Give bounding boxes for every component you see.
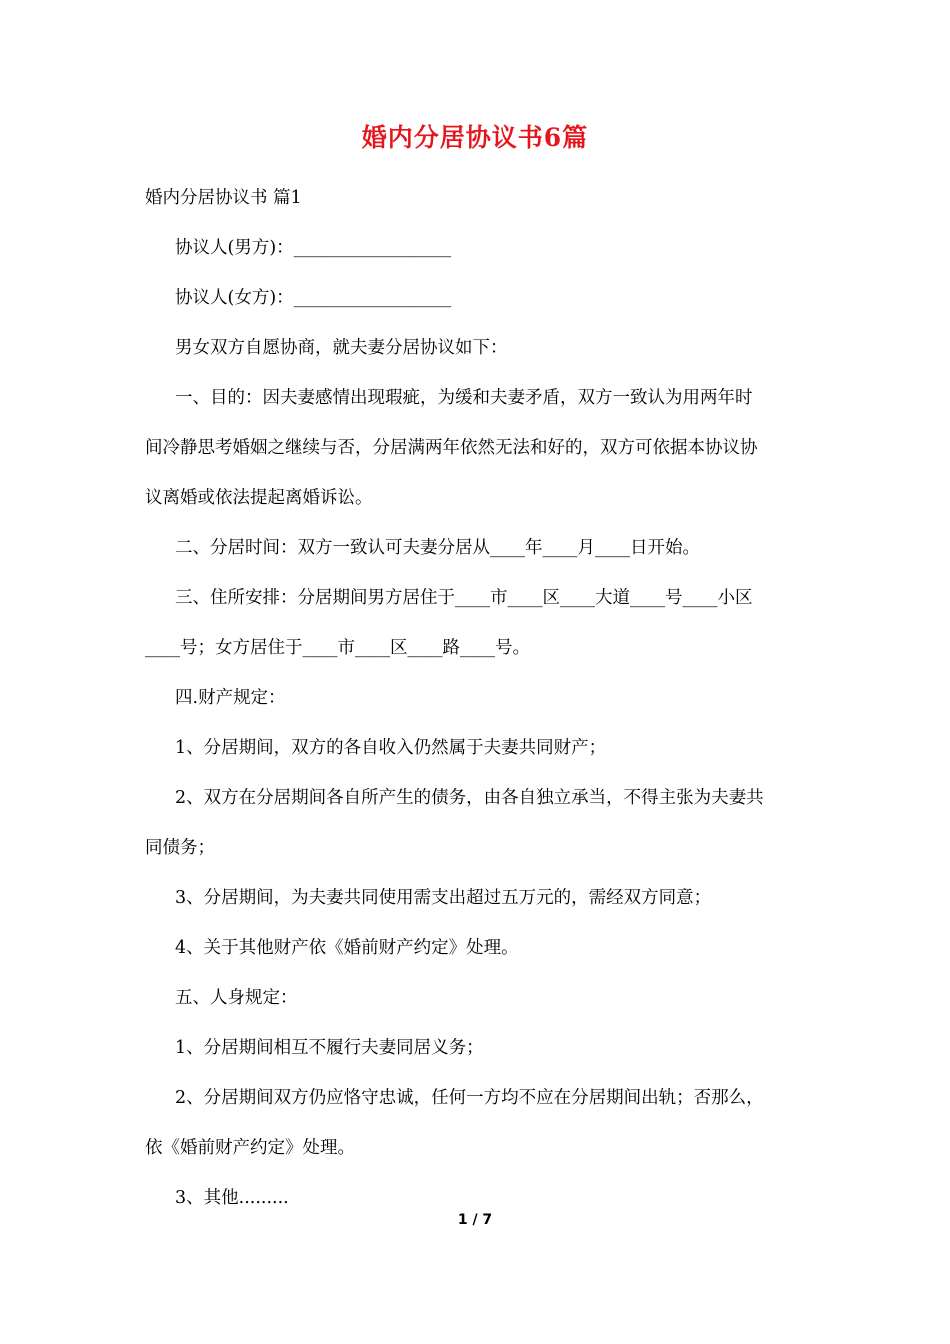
section-heading: 婚内分居协议书 篇1	[145, 188, 302, 208]
paragraph-line: 依《婚前财产约定》处理。	[145, 1138, 355, 1158]
document-title: 婚内分居协议书6篇	[361, 123, 589, 152]
paragraph-line: 1、分居期间相互不履行夫妻同居义务；	[175, 1038, 484, 1058]
paragraph-line: 同债务；	[145, 838, 215, 858]
document-body	[145, 183, 810, 1233]
paragraph-line: ____号；女方居住于____市____区____路____号。	[145, 638, 530, 658]
paragraph-line: 议离婚或依法提起离婚诉讼。	[145, 488, 373, 508]
paragraph-line: 2、双方在分居期间各自所产生的债务，由各自独立承当，不得主张为夫妻共	[175, 788, 764, 808]
paragraph-line: 协议人(男方)：__________________	[175, 238, 452, 258]
paragraph-line: 一、目的：因夫妻感情出现瑕疵，为缓和夫妻矛盾，双方一致认为用两年时	[175, 388, 753, 408]
paragraph-line: 协议人(女方)：__________________	[175, 288, 452, 308]
paragraph-line: 3、分居期间，为夫妻共同使用需支出超过五万元的，需经双方同意；	[175, 888, 712, 908]
paragraph-line: 四.财产规定：	[175, 688, 286, 708]
paragraph-line: 五、人身规定：	[175, 988, 298, 1008]
paragraph-line: 男女双方自愿协商，就夫妻分居协议如下：	[175, 338, 508, 358]
page-indicator: 1 / 7	[457, 1212, 493, 1228]
paragraph-line: 三、住所安排：分居期间男方居住于____市____区____大道____号____小区	[175, 588, 753, 608]
paragraph-line: 二、分居时间：双方一致认可夫妻分居从____年____月____日开始。	[175, 538, 700, 558]
paragraph-line: 1、分居期间，双方的各自收入仍然属于夫妻共同财产；	[175, 738, 607, 758]
paragraph-line: 间冷静思考婚姻之继续与否，分居满两年依然无法和好的，双方可依据本协议协	[145, 438, 758, 458]
paragraph-line: 4、关于其他财产依《婚前财产约定》处理。	[175, 938, 519, 958]
paragraph-line: 3、其他.........	[175, 1188, 289, 1208]
paragraph-line: 2、分居期间双方仍应恪守忠诚，任何一方均不应在分居期间出轨；否那么，	[175, 1088, 764, 1108]
